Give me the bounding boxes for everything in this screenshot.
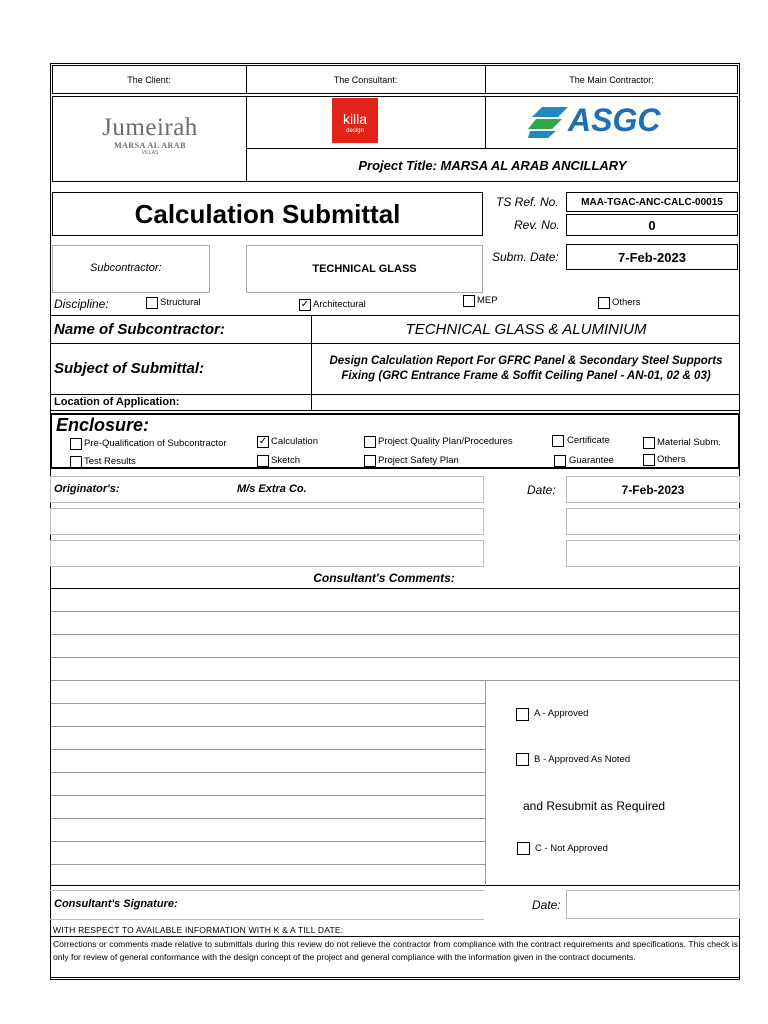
rev-value: 0	[566, 214, 738, 236]
enc-calculation-checkbox[interactable]: ✓	[258, 436, 268, 447]
discipline-mep-label: MEP	[477, 295, 498, 306]
originator-blank-date-1	[566, 508, 740, 535]
enc-certificate-checkbox[interactable]	[552, 435, 564, 447]
consultant-logo-name: killa	[342, 111, 368, 127]
signature-date-label: Date:	[532, 898, 561, 912]
name-of-sub-label: Name of Subcontractor:	[54, 321, 225, 338]
enc-test-results-label: Test Results	[84, 456, 136, 467]
originator-date-label: Date:	[527, 483, 556, 497]
enclosure-label: Enclosure:	[56, 415, 150, 435]
approval-b-label: B - Approved As Noted	[534, 754, 631, 765]
approval-resubmit-label: and Resubmit as Required	[523, 799, 666, 813]
enc-safety-plan-label: Project Safety Plan	[378, 455, 459, 466]
subm-date-value: 7-Feb-2023	[566, 244, 738, 270]
contractor-label: The Main Contractor:	[569, 74, 654, 85]
enc-prequal-checkbox[interactable]	[70, 438, 82, 450]
originator-date-value: 7-Feb-2023	[566, 476, 740, 503]
client-logo	[80, 115, 220, 156]
originator-label: Originator's:	[54, 483, 120, 495]
approval-a-label: A - Approved	[534, 708, 589, 719]
discipline-others-checkbox[interactable]	[598, 297, 610, 309]
ts-ref-label: TS Ref. No.	[496, 195, 559, 209]
enc-material-checkbox[interactable]	[643, 437, 655, 449]
discipline-structural-label: Structural	[160, 297, 201, 308]
enc-guarantee-label: Guarantee	[569, 455, 614, 466]
client-logo-name: Jumeirah	[102, 114, 198, 141]
enc-sketch-label: Sketch	[271, 455, 301, 466]
subject-value: Design Calculation Report For GFRC Panel & Secondary Steel Supports Fixing (GRC Entrance Frame & Soffit Ceiling Panel - AN-01, 02 & 03)	[329, 355, 723, 382]
location-label: Location of Application:	[54, 396, 180, 408]
discipline-label: Discipline:	[54, 297, 109, 311]
enc-prequal-label: Pre-Qualification of Subcontractor	[84, 438, 227, 449]
enc-safety-plan-checkbox[interactable]	[364, 455, 376, 467]
subcontractor-label: Subcontractor:	[90, 262, 162, 274]
consultant-label: The Consultant:	[333, 74, 398, 85]
approval-c-checkbox[interactable]	[517, 842, 530, 855]
enc-others-checkbox[interactable]	[643, 454, 655, 466]
doc-title: Calculation Submittal	[134, 198, 401, 229]
enc-calculation-label: Calculation	[271, 436, 318, 447]
asgc-mark-icon	[528, 105, 572, 139]
comments-label: Consultant's Comments:	[313, 571, 455, 585]
signature-date-field[interactable]	[566, 890, 740, 919]
contractor-logo-name: ASGC	[568, 102, 661, 138]
enc-quality-plan-label: Project Quality Plan/Procedures	[378, 436, 513, 447]
client-logo-sub: MARSA AL ARAB	[114, 141, 186, 150]
ts-ref-value: MAA-TGAC-ANC-CALC-00015	[566, 192, 738, 212]
discipline-others-label: Others	[612, 297, 641, 308]
approval-b-checkbox[interactable]	[516, 753, 529, 766]
discipline-structural-checkbox[interactable]	[146, 297, 158, 309]
client-logo-sub2: VILLAS	[141, 150, 159, 156]
enc-certificate-label: Certificate	[567, 435, 610, 446]
name-of-sub-value: TECHNICAL GLASS & ALUMINIUM	[405, 321, 647, 338]
consultant-logo-sub: design	[346, 128, 364, 134]
enc-guarantee-checkbox[interactable]	[554, 455, 566, 467]
enc-sketch-checkbox[interactable]	[257, 455, 269, 467]
subcontractor-value: TECHNICAL GLASS	[246, 245, 483, 293]
signature-label: Consultant's Signature:	[54, 898, 178, 910]
project-title: Project Title: MARSA AL ARAB ANCILLARY	[358, 157, 627, 173]
originator-blank-date-2	[566, 540, 740, 567]
client-label: The Client:	[127, 74, 171, 85]
contractor-logo	[528, 104, 688, 140]
enc-others-label: Others	[657, 454, 686, 465]
subject-label: Subject of Submittal:	[54, 360, 204, 377]
approval-a-checkbox[interactable]	[516, 708, 529, 721]
consultant-logo	[332, 98, 378, 143]
subm-date-label: Subm. Date:	[492, 250, 559, 264]
rev-label: Rev. No.	[514, 218, 560, 232]
approval-c-label: C - Not Approved	[535, 843, 608, 854]
footer-text: Corrections or comments made relative to submittals during this review do not relieve the contractor from compliance with the contract requirements and specifications. This check is only for review of general conformance with the design concept of the project and general compliance with the information given in the contract documents.	[53, 939, 738, 962]
originator-value: M/s Extra Co.	[237, 483, 307, 495]
originator-blank-row-2	[50, 540, 484, 567]
discipline-mep-checkbox[interactable]	[463, 295, 475, 307]
footer-heading: WITH RESPECT TO AVAILABLE INFORMATION WITH K & A TILL DATE:	[53, 925, 344, 935]
discipline-architectural-checkbox[interactable]: ✓	[300, 299, 310, 310]
originator-blank-row-1	[50, 508, 484, 535]
enc-material-label: Material Subm.	[657, 437, 721, 448]
enc-test-results-checkbox[interactable]	[70, 456, 82, 468]
discipline-architectural-label: Architectural	[313, 299, 366, 310]
enc-quality-plan-checkbox[interactable]	[364, 436, 376, 448]
